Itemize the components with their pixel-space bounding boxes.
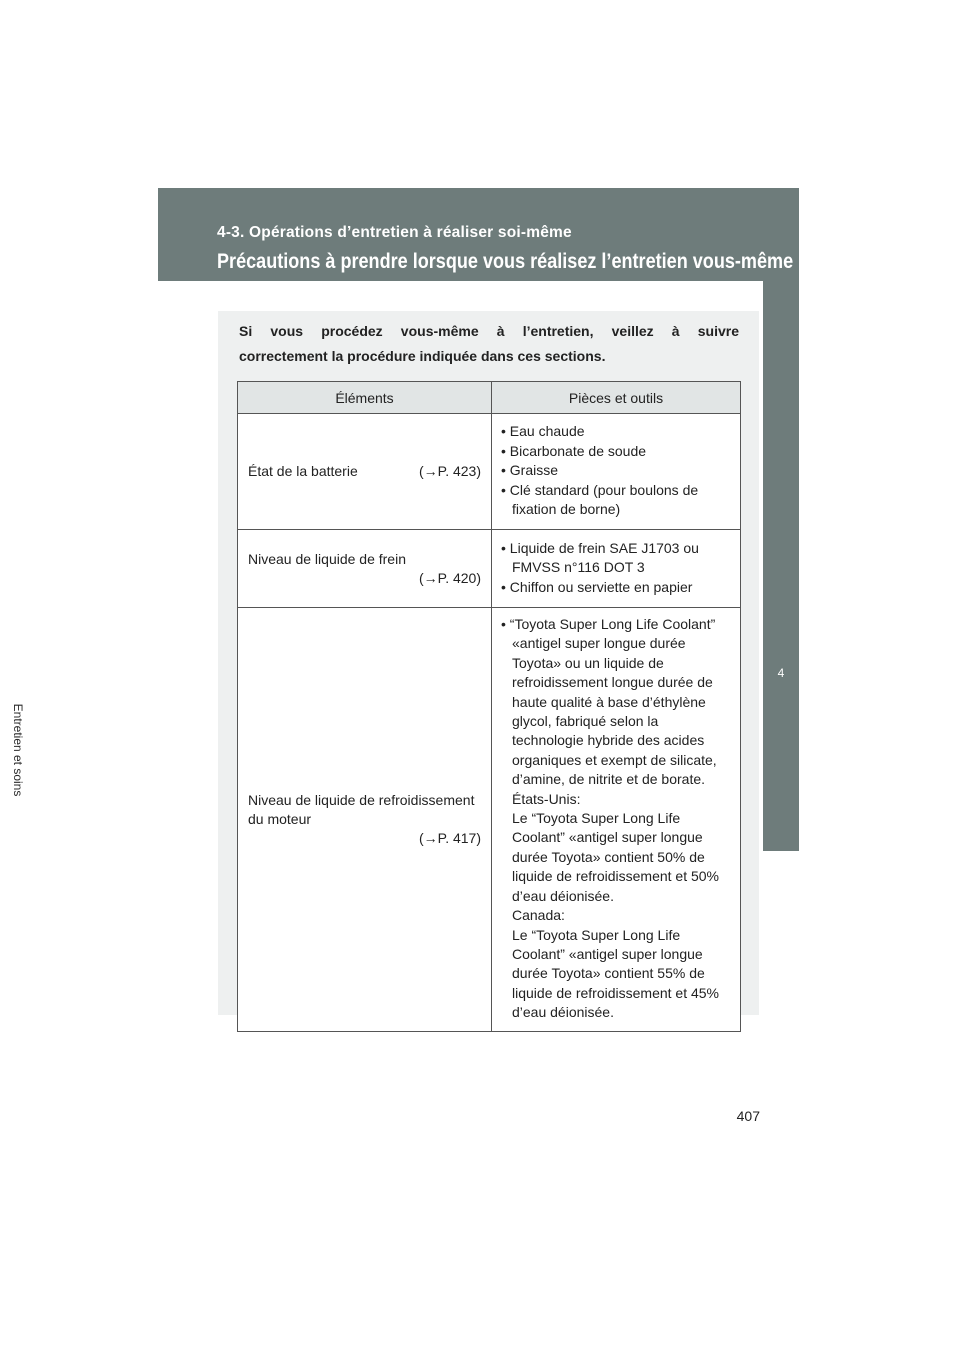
chapter-header [158, 188, 799, 281]
parts-cell [492, 608, 741, 1032]
element-cell [238, 530, 492, 608]
column-header-elements: Éléments [238, 382, 492, 414]
page-reference: (→P. 417) [419, 829, 481, 846]
note-us-label: États-Unis: [512, 790, 581, 807]
intro-line-2: correctement la procédure indiquée dans ces sections. [239, 348, 606, 364]
parts-cell [492, 414, 741, 530]
note-canada-text: Le “Toyota Super Long Life Coolant” «antigel super longue durée Toyota» contient 55% de liquide de refroidissement et 45% d’eau déionisée. [512, 926, 720, 1021]
chapter-side-label: Entretien et soins [11, 703, 25, 797]
table-row [238, 608, 741, 1032]
list-item: • Clé standard (pour boulons de fixation de borne) [501, 481, 699, 518]
maintenance-table [237, 381, 741, 1032]
note-us-text: Le “Toyota Super Long Life Coolant” «antigel super longue durée Toyota» contient 50% de liquide de refroidissement et 50% d’eau déionisée. [512, 810, 720, 904]
element-label: Niveau de liquide de frein [248, 550, 406, 567]
list-item: • Chiffon ou serviette en papier [501, 578, 693, 595]
section-label: 4-3. Opérations d’entretien à réaliser soi-même [217, 224, 572, 241]
intro-text [239, 319, 739, 369]
element-cell [238, 414, 492, 530]
element-cell [238, 608, 492, 1032]
chapter-number: 4 [777, 666, 785, 680]
list-item: • “Toyota Super Long Life Coolant” «antigel super longue durée Toyota» ou un liquide de refroidissement longue durée de haute qualité à base d’éthylène glycol, fabriqué selon la technologie hybride des acides organiques et exempt de silicate, d’amine, de nitrite et de borate. États-Unis: Le “Toyota Super Long Life Coolant” «antigel super longue durée Toyota» contient 50% de liquide de refroidissement et 50% d’eau déionisée. Canada: Le “Toyota Super Long Life Coolant” «antigel super longue durée Toyota» contient 55% de liquide de refroidissement et 45% d’eau déionisée. [501, 615, 732, 1023]
list-item: • Graisse [501, 462, 559, 479]
list-item: • Liquide de frein SAE J1703 ou FMVSS n°116 DOT 3 [501, 539, 699, 576]
page-reference: (→P. 420) [419, 569, 481, 586]
chapter-side-tab [763, 280, 799, 851]
page-number: 407 [736, 1108, 760, 1124]
note-canada-label: Canada: [512, 907, 565, 924]
table-row [238, 414, 741, 530]
element-label: État de la batterie [248, 463, 358, 479]
list-item: • Bicarbonate de soude [501, 442, 647, 459]
table-row [238, 530, 741, 608]
page-reference: (→P. 423) [419, 463, 481, 479]
content-box [218, 311, 759, 1021]
intro-line-1: Si vous procédez vous-même à l’entretien, veillez à suivre [239, 323, 739, 339]
column-header-parts: Pièces et outils [492, 382, 741, 414]
list-item: • Eau chaude [501, 423, 585, 440]
page-title: Précautions à prendre lorsque vous réalisez l’entretien vous-même [217, 250, 794, 273]
parts-cell [492, 530, 741, 608]
table-header-row [238, 382, 741, 414]
element-label: Niveau de liquide de refroidissement du moteur [248, 791, 475, 827]
